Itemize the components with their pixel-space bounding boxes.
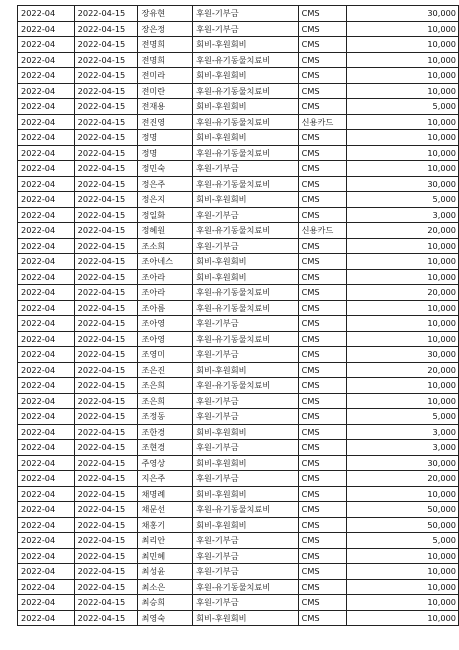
- month-cell: 2022-04: [18, 548, 75, 564]
- table-row: [18, 254, 459, 270]
- table-row: [18, 83, 459, 99]
- amount-cell: 10,000: [347, 68, 459, 84]
- date-cell: 2022-04-15: [74, 564, 138, 580]
- table-row: [18, 440, 459, 456]
- date-cell: 2022-04-15: [74, 347, 138, 363]
- table-row: [18, 579, 459, 595]
- payment-method-cell: CMS: [298, 579, 347, 595]
- amount-cell: 3,000: [347, 207, 459, 223]
- date-cell: 2022-04-15: [74, 378, 138, 394]
- table-row: [18, 192, 459, 208]
- month-cell: 2022-04: [18, 378, 75, 394]
- date-cell: 2022-04-15: [74, 595, 138, 611]
- table-row: [18, 269, 459, 285]
- table-row: [18, 564, 459, 580]
- date-cell: 2022-04-15: [74, 471, 138, 487]
- table-row: [18, 362, 459, 378]
- date-cell: 2022-04-15: [74, 393, 138, 409]
- month-cell: 2022-04: [18, 52, 75, 68]
- donor-name-cell: 전명희: [138, 52, 193, 68]
- date-cell: 2022-04-15: [74, 37, 138, 53]
- month-cell: 2022-04: [18, 579, 75, 595]
- payment-method-cell: CMS: [298, 207, 347, 223]
- date-cell: 2022-04-15: [74, 579, 138, 595]
- donor-name-cell: 최리안: [138, 533, 193, 549]
- category-cell: 후원-기부금: [193, 533, 299, 549]
- category-cell: 회비-후원회비: [193, 610, 299, 626]
- payment-method-cell: CMS: [298, 254, 347, 270]
- date-cell: 2022-04-15: [74, 223, 138, 239]
- category-cell: 후원-기부금: [193, 471, 299, 487]
- donor-name-cell: 지은주: [138, 471, 193, 487]
- table-row: [18, 393, 459, 409]
- amount-cell: 5,000: [347, 99, 459, 115]
- date-cell: 2022-04-15: [74, 21, 138, 37]
- month-cell: 2022-04: [18, 440, 75, 456]
- payment-method-cell: CMS: [298, 440, 347, 456]
- donor-name-cell: 조아라: [138, 269, 193, 285]
- payment-method-cell: CMS: [298, 68, 347, 84]
- donor-name-cell: 정은지: [138, 192, 193, 208]
- category-cell: 회비-후원회비: [193, 486, 299, 502]
- month-cell: 2022-04: [18, 610, 75, 626]
- table-row: [18, 316, 459, 332]
- payment-method-cell: CMS: [298, 83, 347, 99]
- payment-method-cell: CMS: [298, 393, 347, 409]
- month-cell: 2022-04: [18, 21, 75, 37]
- month-cell: 2022-04: [18, 192, 75, 208]
- date-cell: 2022-04-15: [74, 161, 138, 177]
- table-row: [18, 238, 459, 254]
- amount-cell: 20,000: [347, 285, 459, 301]
- donor-name-cell: 조아네스: [138, 254, 193, 270]
- category-cell: 후원-기부금: [193, 207, 299, 223]
- donor-name-cell: 조아영: [138, 331, 193, 347]
- amount-cell: 10,000: [347, 130, 459, 146]
- date-cell: 2022-04-15: [74, 207, 138, 223]
- amount-cell: 10,000: [347, 564, 459, 580]
- donor-name-cell: 조정동: [138, 409, 193, 425]
- month-cell: 2022-04: [18, 347, 75, 363]
- table-row: [18, 300, 459, 316]
- category-cell: 후원-기부금: [193, 564, 299, 580]
- category-cell: 후원-기부금: [193, 21, 299, 37]
- date-cell: 2022-04-15: [74, 6, 138, 22]
- category-cell: 후원-유기동물치료비: [193, 285, 299, 301]
- month-cell: 2022-04: [18, 502, 75, 518]
- category-cell: 후원-기부금: [193, 316, 299, 332]
- date-cell: 2022-04-15: [74, 610, 138, 626]
- month-cell: 2022-04: [18, 486, 75, 502]
- donor-name-cell: 조아름: [138, 300, 193, 316]
- month-cell: 2022-04: [18, 145, 75, 161]
- payment-method-cell: CMS: [298, 21, 347, 37]
- month-cell: 2022-04: [18, 471, 75, 487]
- donor-name-cell: 최승희: [138, 595, 193, 611]
- category-cell: 회비-후원회비: [193, 362, 299, 378]
- month-cell: 2022-04: [18, 455, 75, 471]
- table-row: [18, 424, 459, 440]
- payment-method-cell: CMS: [298, 362, 347, 378]
- donor-name-cell: 전미라: [138, 68, 193, 84]
- payment-method-cell: CMS: [298, 238, 347, 254]
- donor-name-cell: 전미란: [138, 83, 193, 99]
- amount-cell: 50,000: [347, 517, 459, 533]
- date-cell: 2022-04-15: [74, 331, 138, 347]
- date-cell: 2022-04-15: [74, 440, 138, 456]
- amount-cell: 10,000: [347, 269, 459, 285]
- donor-name-cell: 전재용: [138, 99, 193, 115]
- month-cell: 2022-04: [18, 207, 75, 223]
- category-cell: 회비-후원회비: [193, 269, 299, 285]
- donor-name-cell: 최민혜: [138, 548, 193, 564]
- date-cell: 2022-04-15: [74, 548, 138, 564]
- table-row: [18, 207, 459, 223]
- date-cell: 2022-04-15: [74, 68, 138, 84]
- table-row: [18, 6, 459, 22]
- donation-ledger-table: [17, 5, 459, 626]
- donor-name-cell: 주영상: [138, 455, 193, 471]
- month-cell: 2022-04: [18, 409, 75, 425]
- category-cell: 후원-유기동물치료비: [193, 176, 299, 192]
- payment-method-cell: CMS: [298, 176, 347, 192]
- table-row: [18, 347, 459, 363]
- payment-method-cell: 신용카드: [298, 223, 347, 239]
- payment-method-cell: CMS: [298, 502, 347, 518]
- payment-method-cell: CMS: [298, 595, 347, 611]
- amount-cell: 10,000: [347, 300, 459, 316]
- category-cell: 후원-유기동물치료비: [193, 83, 299, 99]
- date-cell: 2022-04-15: [74, 316, 138, 332]
- table-row: [18, 130, 459, 146]
- payment-method-cell: CMS: [298, 455, 347, 471]
- donor-name-cell: 조한경: [138, 424, 193, 440]
- payment-method-cell: CMS: [298, 145, 347, 161]
- date-cell: 2022-04-15: [74, 83, 138, 99]
- donor-name-cell: 조소희: [138, 238, 193, 254]
- payment-method-cell: CMS: [298, 99, 347, 115]
- month-cell: 2022-04: [18, 564, 75, 580]
- month-cell: 2022-04: [18, 99, 75, 115]
- amount-cell: 10,000: [347, 83, 459, 99]
- month-cell: 2022-04: [18, 424, 75, 440]
- table-row: [18, 161, 459, 177]
- month-cell: 2022-04: [18, 393, 75, 409]
- amount-cell: 20,000: [347, 362, 459, 378]
- month-cell: 2022-04: [18, 517, 75, 533]
- amount-cell: 5,000: [347, 192, 459, 208]
- category-cell: 회비-후원회비: [193, 254, 299, 270]
- date-cell: 2022-04-15: [74, 176, 138, 192]
- category-cell: 후원-기부금: [193, 347, 299, 363]
- amount-cell: 10,000: [347, 486, 459, 502]
- month-cell: 2022-04: [18, 285, 75, 301]
- donor-name-cell: 정일화: [138, 207, 193, 223]
- month-cell: 2022-04: [18, 254, 75, 270]
- ledger-body: [18, 6, 459, 626]
- table-row: [18, 176, 459, 192]
- amount-cell: 10,000: [347, 331, 459, 347]
- payment-method-cell: CMS: [298, 52, 347, 68]
- payment-method-cell: CMS: [298, 564, 347, 580]
- payment-method-cell: CMS: [298, 517, 347, 533]
- category-cell: 후원-유기동물치료비: [193, 52, 299, 68]
- payment-method-cell: CMS: [298, 192, 347, 208]
- table-row: [18, 502, 459, 518]
- month-cell: 2022-04: [18, 68, 75, 84]
- amount-cell: 30,000: [347, 6, 459, 22]
- date-cell: 2022-04-15: [74, 409, 138, 425]
- donor-name-cell: 정은주: [138, 176, 193, 192]
- donor-name-cell: 채명례: [138, 486, 193, 502]
- table-row: [18, 548, 459, 564]
- category-cell: 후원-기부금: [193, 393, 299, 409]
- payment-method-cell: CMS: [298, 486, 347, 502]
- month-cell: 2022-04: [18, 223, 75, 239]
- date-cell: 2022-04-15: [74, 145, 138, 161]
- category-cell: 회비-후원회비: [193, 130, 299, 146]
- month-cell: 2022-04: [18, 362, 75, 378]
- category-cell: 회비-후원회비: [193, 192, 299, 208]
- table-row: [18, 37, 459, 53]
- date-cell: 2022-04-15: [74, 192, 138, 208]
- category-cell: 회비-후원회비: [193, 455, 299, 471]
- donor-name-cell: 조아라: [138, 285, 193, 301]
- payment-method-cell: CMS: [298, 331, 347, 347]
- payment-method-cell: CMS: [298, 285, 347, 301]
- payment-method-cell: CMS: [298, 347, 347, 363]
- category-cell: 후원-기부금: [193, 6, 299, 22]
- amount-cell: 10,000: [347, 595, 459, 611]
- payment-method-cell: CMS: [298, 409, 347, 425]
- amount-cell: 30,000: [347, 176, 459, 192]
- table-row: [18, 455, 459, 471]
- category-cell: 후원-유기동물치료비: [193, 145, 299, 161]
- category-cell: 후원-기부금: [193, 548, 299, 564]
- payment-method-cell: CMS: [298, 471, 347, 487]
- donor-name-cell: 전명희: [138, 37, 193, 53]
- payment-method-cell: CMS: [298, 269, 347, 285]
- amount-cell: 10,000: [347, 254, 459, 270]
- donor-name-cell: 정명: [138, 145, 193, 161]
- month-cell: 2022-04: [18, 238, 75, 254]
- table-row: [18, 471, 459, 487]
- table-row: [18, 52, 459, 68]
- donor-name-cell: 조은진: [138, 362, 193, 378]
- donor-name-cell: 장유현: [138, 6, 193, 22]
- table-row: [18, 331, 459, 347]
- category-cell: 후원-유기동물치료비: [193, 378, 299, 394]
- donor-name-cell: 정민숙: [138, 161, 193, 177]
- table-row: [18, 145, 459, 161]
- payment-method-cell: CMS: [298, 37, 347, 53]
- payment-method-cell: CMS: [298, 548, 347, 564]
- donor-name-cell: 장은정: [138, 21, 193, 37]
- date-cell: 2022-04-15: [74, 114, 138, 130]
- donor-name-cell: 채문선: [138, 502, 193, 518]
- table-row: [18, 223, 459, 239]
- category-cell: 후원-유기동물치료비: [193, 223, 299, 239]
- amount-cell: 10,000: [347, 145, 459, 161]
- category-cell: 후원-기부금: [193, 409, 299, 425]
- donor-name-cell: 채홍기: [138, 517, 193, 533]
- donor-name-cell: 조아영: [138, 316, 193, 332]
- category-cell: 후원-기부금: [193, 238, 299, 254]
- donor-name-cell: 최영숙: [138, 610, 193, 626]
- table-row: [18, 68, 459, 84]
- category-cell: 회비-후원회비: [193, 99, 299, 115]
- donor-name-cell: 최성윤: [138, 564, 193, 580]
- amount-cell: 10,000: [347, 393, 459, 409]
- table-row: [18, 285, 459, 301]
- payment-method-cell: CMS: [298, 316, 347, 332]
- donor-name-cell: 정혜원: [138, 223, 193, 239]
- month-cell: 2022-04: [18, 269, 75, 285]
- table-row: [18, 21, 459, 37]
- donor-name-cell: 정명: [138, 130, 193, 146]
- amount-cell: 10,000: [347, 21, 459, 37]
- amount-cell: 10,000: [347, 579, 459, 595]
- month-cell: 2022-04: [18, 300, 75, 316]
- category-cell: 후원-기부금: [193, 161, 299, 177]
- amount-cell: 10,000: [347, 114, 459, 130]
- month-cell: 2022-04: [18, 114, 75, 130]
- month-cell: 2022-04: [18, 83, 75, 99]
- table-row: [18, 517, 459, 533]
- donor-name-cell: 조은희: [138, 393, 193, 409]
- date-cell: 2022-04-15: [74, 52, 138, 68]
- donor-name-cell: 조은희: [138, 378, 193, 394]
- payment-method-cell: CMS: [298, 161, 347, 177]
- category-cell: 후원-유기동물치료비: [193, 502, 299, 518]
- date-cell: 2022-04-15: [74, 533, 138, 549]
- month-cell: 2022-04: [18, 130, 75, 146]
- payment-method-cell: CMS: [298, 424, 347, 440]
- category-cell: 회비-후원회비: [193, 37, 299, 53]
- donor-name-cell: 전진영: [138, 114, 193, 130]
- table-row: [18, 409, 459, 425]
- date-cell: 2022-04-15: [74, 99, 138, 115]
- month-cell: 2022-04: [18, 37, 75, 53]
- table-row: [18, 610, 459, 626]
- date-cell: 2022-04-15: [74, 254, 138, 270]
- amount-cell: 20,000: [347, 471, 459, 487]
- date-cell: 2022-04-15: [74, 517, 138, 533]
- table-row: [18, 114, 459, 130]
- category-cell: 회비-후원회비: [193, 517, 299, 533]
- date-cell: 2022-04-15: [74, 502, 138, 518]
- date-cell: 2022-04-15: [74, 238, 138, 254]
- amount-cell: 10,000: [347, 37, 459, 53]
- table-row: [18, 595, 459, 611]
- month-cell: 2022-04: [18, 176, 75, 192]
- month-cell: 2022-04: [18, 595, 75, 611]
- date-cell: 2022-04-15: [74, 486, 138, 502]
- donor-name-cell: 조영미: [138, 347, 193, 363]
- month-cell: 2022-04: [18, 161, 75, 177]
- amount-cell: 10,000: [347, 238, 459, 254]
- amount-cell: 10,000: [347, 316, 459, 332]
- amount-cell: 10,000: [347, 161, 459, 177]
- date-cell: 2022-04-15: [74, 455, 138, 471]
- amount-cell: 10,000: [347, 548, 459, 564]
- table-row: [18, 378, 459, 394]
- category-cell: 후원-기부금: [193, 595, 299, 611]
- date-cell: 2022-04-15: [74, 269, 138, 285]
- payment-method-cell: CMS: [298, 300, 347, 316]
- category-cell: 후원-유기동물치료비: [193, 331, 299, 347]
- amount-cell: 10,000: [347, 52, 459, 68]
- month-cell: 2022-04: [18, 533, 75, 549]
- category-cell: 후원-유기동물치료비: [193, 579, 299, 595]
- date-cell: 2022-04-15: [74, 362, 138, 378]
- amount-cell: 5,000: [347, 533, 459, 549]
- payment-method-cell: CMS: [298, 378, 347, 394]
- table-row: [18, 99, 459, 115]
- date-cell: 2022-04-15: [74, 424, 138, 440]
- payment-method-cell: CMS: [298, 130, 347, 146]
- amount-cell: 10,000: [347, 378, 459, 394]
- month-cell: 2022-04: [18, 331, 75, 347]
- amount-cell: 5,000: [347, 409, 459, 425]
- amount-cell: 10,000: [347, 610, 459, 626]
- table-row: [18, 486, 459, 502]
- month-cell: 2022-04: [18, 316, 75, 332]
- amount-cell: 30,000: [347, 347, 459, 363]
- donor-name-cell: 조현경: [138, 440, 193, 456]
- category-cell: 후원-유기동물치료비: [193, 114, 299, 130]
- payment-method-cell: CMS: [298, 6, 347, 22]
- payment-method-cell: CMS: [298, 610, 347, 626]
- category-cell: 후원-유기동물치료비: [193, 300, 299, 316]
- date-cell: 2022-04-15: [74, 300, 138, 316]
- table-row: [18, 533, 459, 549]
- amount-cell: 3,000: [347, 440, 459, 456]
- amount-cell: 50,000: [347, 502, 459, 518]
- category-cell: 회비-후원회비: [193, 424, 299, 440]
- amount-cell: 30,000: [347, 455, 459, 471]
- donor-name-cell: 최소은: [138, 579, 193, 595]
- amount-cell: 3,000: [347, 424, 459, 440]
- date-cell: 2022-04-15: [74, 285, 138, 301]
- payment-method-cell: 신용카드: [298, 114, 347, 130]
- payment-method-cell: CMS: [298, 533, 347, 549]
- category-cell: 후원-기부금: [193, 440, 299, 456]
- month-cell: 2022-04: [18, 6, 75, 22]
- amount-cell: 20,000: [347, 223, 459, 239]
- category-cell: 회비-후원회비: [193, 68, 299, 84]
- date-cell: 2022-04-15: [74, 130, 138, 146]
